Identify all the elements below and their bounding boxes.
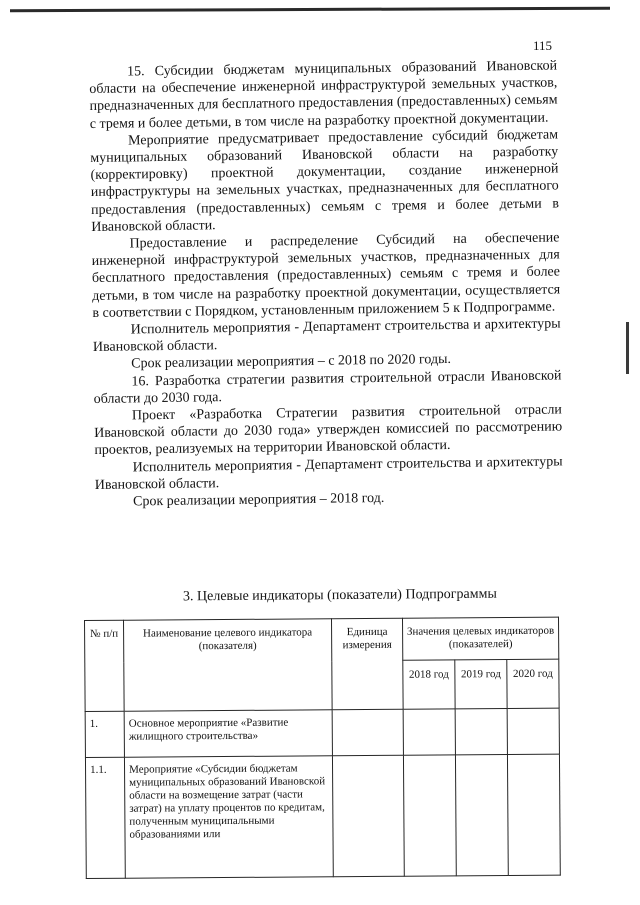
row-name: Мероприятие «Субсидии бюджетам муниципальных образований Ивановской области на возмещение затрат (части затрат) на уплату процентов по кредитам, полученным муниципальными образованиями или (124, 756, 333, 878)
row-unit (332, 709, 403, 755)
row-value-2020 (507, 708, 559, 754)
page-number: 115 (533, 38, 553, 53)
indicators-table (84, 617, 561, 879)
scan-margin-mark (626, 322, 629, 374)
top-border-line (10, 7, 610, 13)
paragraph-15-term: Срок реализации мероприятия – с 2018 по 2020 годы. (131, 352, 452, 372)
header-year-2020: 2020 год (507, 659, 559, 708)
row-value-2018 (403, 755, 456, 876)
paragraph-15-executor: Исполнитель мероприятия - Департамент строительства и архитектуры Ивановской области. (92, 316, 561, 356)
header-num: № п/п (85, 620, 125, 711)
paragraph-16-project: Проект «Разработка Стратегии развития строительной отрасли Ивановской области до 2030 года» утвержден комиссией по рассмотрению проектов, реализуемых на территории Ивановской области. (94, 402, 563, 459)
paragraph-15-description: Мероприятие предусматривает предоставление субсидий бюджетам муниципальных образований Ивановской области на разработку (корректировку) проектной документации, создание инженерной инфраструктуры на земельных участках, предназначенных для бесплатного предоставления (предоставленных) семьям с тремя и более детьми в Ивановской области. (90, 127, 560, 235)
row-value-2020 (507, 754, 560, 875)
row-value-2019 (455, 709, 507, 755)
paragraph-15-procedure: Предоставление и распределение Субсидий на обеспечение инженерной инфраструктурой земельных участков, предназначенных для бесплатного предоставления (предоставленных) семьям с тремя и более детьми, в том числе на разработку проектной документации, осуществляется в соответствии с Порядком, установленным приложением 5 к Подпрограмме. (91, 230, 561, 321)
row-value-2019 (455, 755, 508, 876)
table-header-row (85, 617, 559, 662)
header-unit: Единица измерения (331, 618, 403, 709)
paragraph-15-heading: 15. Субсидии бюджетам муниципальных образований Ивановской области на обеспечение инженерной инфраструктурой земельных участков, предназначенных для бесплатного предоставления (предоставленных) семьям с тремя и более детьми, в том числе на разработку проектной документации. (89, 58, 558, 132)
header-values: Значения целевых индикаторов (показателей) (402, 617, 558, 660)
header-year-2019: 2019 год (455, 660, 507, 709)
section-title: 3. Целевые индикаторы (показатели) Подпрограммы (182, 586, 497, 605)
row-name: Основное мероприятие «Развитие жилищного строительства» (124, 710, 332, 757)
table-row (85, 754, 560, 878)
body-text (89, 57, 563, 511)
paragraph-16-heading: 16. Разработка стратегии развития строительной отрасли Ивановской области до 2030 года. (93, 368, 562, 407)
row-value-2018 (403, 709, 455, 755)
row-num: 1.1. (85, 757, 125, 878)
header-name: Наименование целевого индикатора (показателя) (124, 619, 333, 711)
paragraph-16-term: Срок реализации мероприятия – 2018 год. (133, 490, 385, 510)
row-num: 1. (85, 711, 124, 757)
header-year-2018: 2018 год (403, 660, 455, 709)
paragraph-16-executor: Исполнитель мероприятия - Департамент строительства и архитектуры Ивановской области. (94, 454, 563, 493)
table-row (85, 708, 559, 757)
row-unit (332, 755, 404, 876)
